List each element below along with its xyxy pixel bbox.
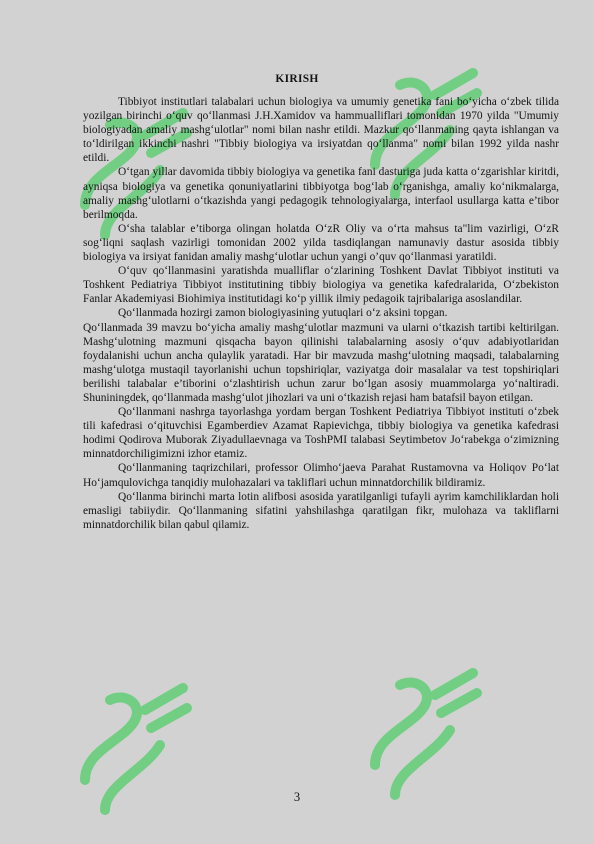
page-number: 3 [293,790,301,804]
paragraph: Qo‘llanma birinchi marta lotin alifbosi asosida yaratilganligi tufayli ayrim kamchiliklardan holi emasligi tabiiydir. Qo‘llanmaning sifatini yahshilashga qaratilgan fikr, mulohaza va takliflarni minnatdorchilik bilan qabul qilamiz. [83,490,559,531]
paragraph: Qo‘llanmaning taqrizchilari, professor Olimho‘jaeva Parahat Rustamovna va Holiqov Po‘lat Ho‘jamqulovichga tanqidiy mulohazalari va takliflari uchun minnatdorchilik bildiramiz. [83,462,559,489]
paragraph: Qo‘llanmada 39 mavzu bo‘yicha amaliy mashg‘ulotlar mazmuni va ularni o‘tkazish tartibi keltirilgan. Mashg‘ulotning mazmuni qisqacha bayon qilinishi talabalarning asosiy o‘quv adabiyotlaridan foydalanishi uchun ancha qulaylik yaratadi. Har bir mavzuda mashg‘ulotning maqsadi, talabalarning mashg‘ulotga mustaqil tayorlanishi uchun topshiriqlar, vaziyatga doir masalalar va test topshiriqlari berilishi talabalar e’tiborini o‘zlashtirish uchun zarur bo‘lgan asosiy muammolarga yo‘naltiradi. Shuniningdek, qo‘llanmada mashg‘ulot jihozlari va uni o‘tkazish rejasi ham batafsil bayon etilgan. [83,321,559,404]
page-title: KIRISH [275,73,319,85]
paragraph: Qo‘llanmani nashrga tayorlashga yordam bergan Toshkent Pediatriya Tibbiyot instituti o‘zbek tili kafedrasi o‘qituvchisi Egamberdiev Azamat Rapievichga, tibbiy biologiya va genetika kafedrasi hodimi Qodirova Muborak Ziyadullaevnaga va ToshPMI talabasi Seytimbetov Jo‘rabekga o‘zimizning minnatdorchiligimizni izhor etamiz. [83,406,559,461]
paragraph: Tibbiyot institutlari talabalari uchun biologiya va umumiy genetika fani bo‘yicha o‘zbek tilida yozilgan birinchi o‘quv qo‘llanmasi J.H.Xamidov va hammualliflari tomonidan 1970 yilda "Umumiy biologiyadan amaliy mashg‘ulotlar" nomi bilan nashr etildi. Mazkur qo‘llanmaning qayta ishlangan va to‘ldirilgan ikkinchi nashri "Tibbiy biologiya va irsiyatdan qo‘llanma" nomi bilan 1992 yilda nashr etildi. [83,96,559,165]
paragraph: O‘sha talablar e’tiborga olingan holatda O‘zR Oliy va o‘rta mahsus ta"lim vazirligi, O‘zR sog‘liqni saqlash vazirligi tomonidan 2002 yilda tasdiqlangan namunaviy dastur asosida tibbiy biologiya va irsiyat fanidan amaliy mashg‘ulotlar uchun yangi o’quv qo‘llanmasi yaratildi. [83,222,559,264]
paragraph: O‘tgan yillar davomida tibbiy biologiya va genetika fani dasturiga juda katta o‘zgarishlar kiritdi, ayniqsa biologiya va genetika qonuniyatlarini tibbiyotga bog‘lab o‘rganishga, amaliy ko‘nikmalarga, amaliy mashg‘ulotlarni o‘tkazishda yangi pedagogik tehnologiyalarga, interfaol usullarga katta e’tibor berilmoqda. [83,166,559,221]
paragraph: Qo‘llanmada hozirgi zamon biologiyasining yutuqlari o‘z aksini topgan. [118,307,448,320]
document-body [83,95,559,532]
paragraph: O‘quv qo‘llanmasini yaratishda mualliflar o‘zlarining Toshkent Davlat Tibbiyot instituti va Toshkent Pediatriya Tibbiyot institutining tibbiy biologiya va genetika kafedralarida, O‘zbekiston Fanlar Akademiyasi Biohimiya institutidagi ko‘p yillik ilmiy pedagoik tajribalariga asoslandilar. [83,265,559,306]
watermark-logo-icon [355,655,485,805]
